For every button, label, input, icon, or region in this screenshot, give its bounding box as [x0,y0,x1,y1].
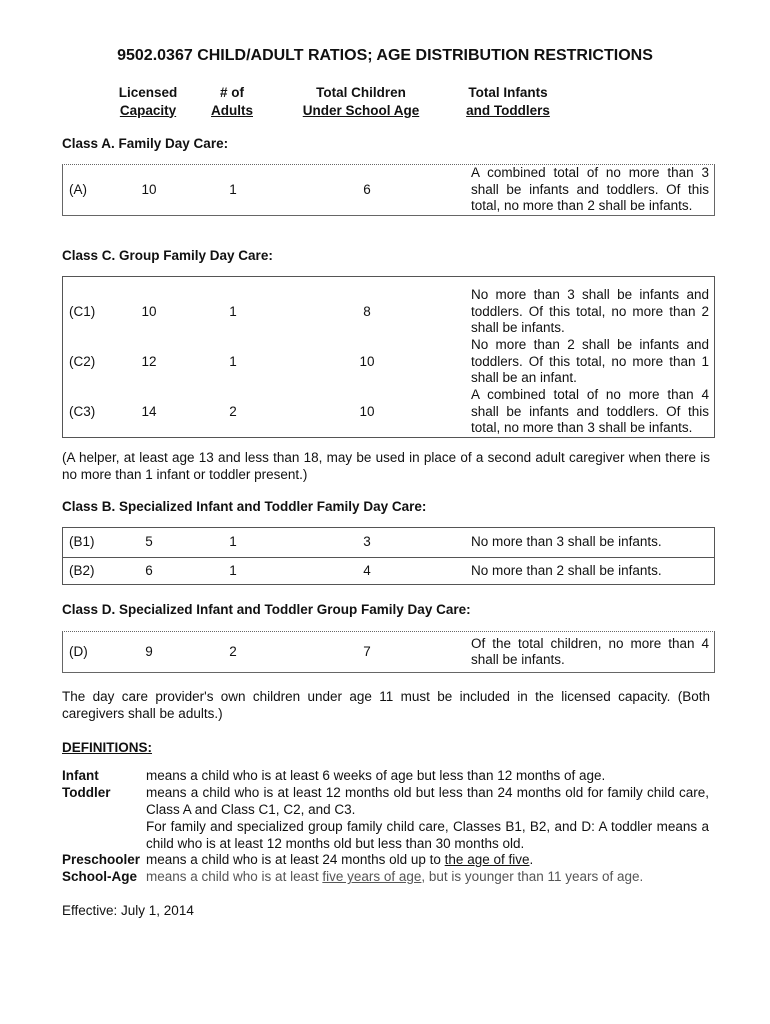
row-capacity: 10 [141,303,157,319]
row-note: Of the total children, no more than 4 shall be infants. [471,635,709,667]
table-row [63,337,714,387]
table-row [63,557,714,584]
row-adults: 1 [229,303,237,319]
definition-toddler-specialized: For family and specialized group family child care, Classes B1, B2, and D: A toddler means a child who is at least 12 months old but less than 30 months old. [146,819,709,851]
row-total: 10 [359,353,375,369]
row-capacity: 9 [145,643,153,659]
class-a-title: Class A. Family Day Care: [62,136,229,151]
header-total-children: Total Children Under School Age [302,85,420,118]
row-note: A combined total of no more than 3 shall be infants and toddlers. Of this total, no more than 2 shall be infants. [471,165,709,214]
row-id: (B1) [69,534,95,550]
term-toddler: Toddler [62,785,111,800]
row-note: No more than 3 shall be infants. [471,534,662,550]
table-row [63,528,714,557]
row-total: 10 [359,403,375,419]
row-total: 6 [363,181,371,197]
row-note: A combined total of no more than 4 shall be infants and toddlers. Of this total, no more than 3 shall be infants. [471,387,709,436]
definition-school-age: means a child who is at least five years of age, but is younger than 11 years of age. [146,869,644,884]
row-note: No more than 2 shall be infants and toddlers. Of this total, no more than 1 shall be an infant. [471,337,709,386]
table-row [63,632,714,672]
class-a-table [62,164,715,216]
header-total-infants: Total Infants and Toddlers [466,85,550,118]
row-adults: 1 [229,353,237,369]
row-note: No more than 3 shall be infants and toddlers. Of this total, no more than 2 shall be infants. [471,287,709,336]
row-adults: 2 [229,403,237,419]
row-note: No more than 2 shall be infants. [471,562,662,578]
preschooler-age-link: the age of five [444,852,530,867]
class-c-table [62,276,715,438]
table-row [63,165,714,215]
definition-infant: means a child who is at least 6 weeks of age but less than 12 months of age. [146,768,606,783]
helper-note: (A helper, at least age 13 and less than 18, may be used in place of a second adult caregiver when there is no more than 1 infant or toddler present.) [62,450,710,482]
row-id: (C1) [69,303,96,319]
school-age-link: five years of age [322,869,422,884]
class-b-title: Class B. Specialized Infant and Toddler Family Day Care: [62,499,427,514]
document-title: 9502.0367 CHILD/ADULT RATIOS; AGE DISTRIBUTION RESTRICTIONS [117,47,653,64]
header-num-adults: # of Adults [211,85,253,118]
row-capacity: 5 [145,534,153,550]
row-id: (C3) [69,403,96,419]
own-children-note: The day care provider's own children under age 11 must be included in the licensed capacity. (Both caregivers shall be adults.) [62,689,710,721]
row-capacity: 6 [145,562,153,578]
row-total: 4 [363,562,371,578]
row-id: (B2) [69,562,95,578]
row-capacity: 10 [141,181,157,197]
row-capacity: 14 [141,403,157,419]
row-id: (D) [69,643,88,659]
row-adults: 1 [229,562,237,578]
term-infant: Infant [62,768,99,783]
definitions-heading: DEFINITIONS: [62,740,153,755]
header-licensed-capacity: Licensed Capacity [118,85,178,118]
class-c-title: Class C. Group Family Day Care: [62,248,273,263]
row-total: 7 [363,643,371,659]
row-total: 3 [363,534,371,550]
term-school-age: School-Age [62,869,138,884]
effective-date: Effective: July 1, 2014 [62,903,194,918]
class-b-table [62,527,715,585]
row-id: (C2) [69,353,96,369]
table-row [63,387,714,437]
class-d-title: Class D. Specialized Infant and Toddler Group Family Day Care: [62,602,471,617]
row-adults: 2 [229,643,237,659]
row-capacity: 12 [141,353,157,369]
table-row [63,277,714,337]
definition-toddler: means a child who is at least 12 months old but less than 24 months old for family child care, Class A and Class C1, C2, and C3. [146,785,709,817]
term-preschooler: Preschooler [62,852,141,867]
class-d-table [62,631,715,673]
definition-preschooler: means a child who is at least 24 months old up to the age of five. [146,852,534,867]
row-id: (A) [69,181,87,197]
row-adults: 1 [229,181,237,197]
row-adults: 1 [229,534,237,550]
row-total: 8 [363,303,371,319]
